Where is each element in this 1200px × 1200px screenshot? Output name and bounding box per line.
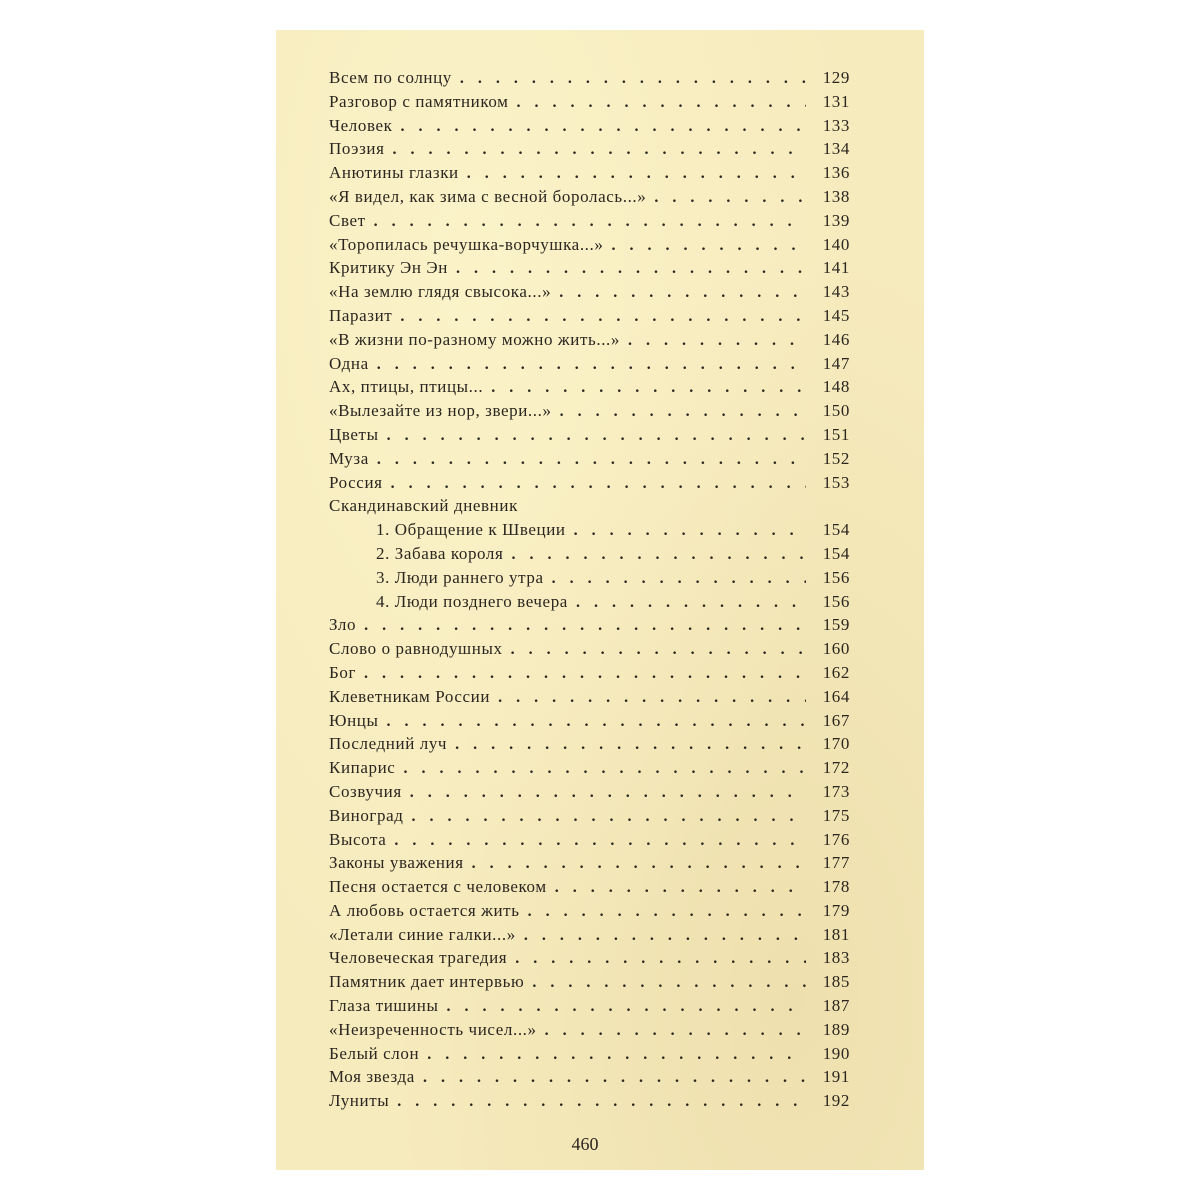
entry-page-number: 154 bbox=[822, 543, 850, 563]
dot-leader bbox=[439, 995, 806, 1019]
toc-entry bbox=[329, 137, 850, 161]
toc-entry bbox=[329, 685, 850, 709]
entry-page-number: 140 bbox=[822, 234, 850, 254]
dot-leader bbox=[389, 1090, 806, 1114]
entry-title: Виноград bbox=[329, 805, 404, 825]
entry-title: Россия bbox=[329, 472, 383, 492]
entry-title: Поэзия bbox=[329, 139, 385, 159]
entry-page-number: 176 bbox=[822, 829, 850, 849]
entry-title: Слово о равнодушных bbox=[329, 639, 503, 659]
dot-leader bbox=[379, 424, 806, 448]
dot-leader bbox=[419, 1043, 806, 1067]
entry-title: Моя звезда bbox=[329, 1067, 415, 1087]
dot-leader bbox=[551, 281, 806, 305]
toc-entry bbox=[329, 114, 850, 138]
dot-leader bbox=[369, 353, 806, 377]
dot-leader bbox=[356, 662, 806, 686]
entry-title: Белый слон bbox=[329, 1043, 420, 1063]
entry-page-number: 143 bbox=[822, 282, 850, 302]
toc-entry bbox=[329, 851, 850, 875]
dot-leader bbox=[507, 947, 806, 971]
entry-page-number: 141 bbox=[822, 258, 850, 278]
toc-entry bbox=[329, 494, 850, 518]
toc-entry bbox=[329, 923, 850, 947]
entry-title: Кипарис bbox=[329, 758, 396, 778]
entry-page-number: 147 bbox=[822, 353, 850, 373]
dot-leader bbox=[404, 805, 806, 829]
toc-entry bbox=[329, 1089, 850, 1113]
entry-title: 2. Забава короля bbox=[376, 543, 504, 563]
entry-title: Созвучия bbox=[329, 781, 402, 801]
entry-page-number: 153 bbox=[822, 472, 850, 492]
dot-leader bbox=[503, 638, 806, 662]
entry-page-number: 175 bbox=[822, 805, 850, 825]
toc-entry bbox=[329, 828, 850, 852]
entry-page-number: 151 bbox=[822, 424, 850, 444]
entry-title: Свет bbox=[329, 210, 366, 230]
entry-title: Цветы bbox=[329, 424, 379, 444]
dot-leader bbox=[402, 781, 806, 805]
toc-entry bbox=[329, 709, 850, 733]
entry-title: 1. Обращение к Швеции bbox=[376, 520, 566, 540]
entry-page-number: 133 bbox=[822, 115, 850, 135]
toc-entry bbox=[329, 352, 850, 376]
entry-title: Всем по солнцу bbox=[329, 68, 452, 87]
toc-entry bbox=[329, 280, 850, 304]
toc-entry bbox=[329, 780, 850, 804]
toc-entry bbox=[329, 471, 850, 495]
toc-entry bbox=[329, 804, 850, 828]
entry-page-number: 179 bbox=[822, 900, 850, 920]
dot-leader bbox=[568, 591, 806, 615]
entry-title: Одна bbox=[329, 353, 369, 373]
entry-page-number: 156 bbox=[822, 567, 850, 587]
dot-leader bbox=[369, 448, 806, 472]
entry-title: Человек bbox=[329, 115, 393, 135]
entry-title: Ах, птицы, птицы... bbox=[329, 377, 484, 397]
dot-leader bbox=[490, 686, 806, 710]
entry-page-number: 162 bbox=[822, 662, 850, 682]
entry-page-number: 160 bbox=[822, 639, 850, 659]
entry-title: «Я видел, как зима с весной боролась...» bbox=[329, 186, 647, 206]
toc-entry bbox=[329, 994, 850, 1018]
toc-entry bbox=[329, 1042, 850, 1066]
dot-leader bbox=[392, 305, 806, 329]
toc-entry bbox=[329, 399, 850, 423]
dot-leader bbox=[544, 567, 806, 591]
bleed-through-text bbox=[620, 45, 910, 59]
entry-page-number: 183 bbox=[822, 948, 850, 968]
dot-leader bbox=[537, 1019, 806, 1043]
entry-page-number: 138 bbox=[822, 186, 850, 206]
dot-leader bbox=[386, 829, 806, 853]
toc-entry bbox=[329, 946, 850, 970]
entry-title: Песня остается с человеком bbox=[329, 877, 547, 897]
toc-entry bbox=[329, 90, 850, 114]
toc-subentry bbox=[329, 590, 850, 614]
toc-subentry bbox=[329, 518, 850, 542]
toc-entry bbox=[329, 304, 850, 328]
dot-leader bbox=[464, 852, 806, 876]
entry-page-number: 173 bbox=[822, 781, 850, 801]
dot-leader bbox=[447, 733, 806, 757]
dot-leader bbox=[503, 543, 806, 567]
entry-page-number: 150 bbox=[822, 401, 850, 421]
toc-entry bbox=[329, 661, 850, 685]
entry-title: «В жизни по-разному можно жить...» bbox=[329, 329, 620, 349]
entry-title: «Неизреченность чисел...» bbox=[329, 1019, 537, 1039]
entry-page-number: 187 bbox=[822, 996, 850, 1016]
entry-page-number: 148 bbox=[822, 377, 850, 397]
entry-title: Разговор с памятником bbox=[329, 91, 509, 111]
entry-page-number: 129 bbox=[822, 68, 850, 87]
entry-title: Последний луч bbox=[329, 734, 448, 754]
entry-title: Зло bbox=[329, 615, 357, 635]
entry-page-number: 134 bbox=[822, 139, 850, 159]
entry-page-number: 185 bbox=[822, 972, 850, 992]
dot-leader bbox=[483, 376, 806, 400]
entry-title: Человеческая трагедия bbox=[329, 948, 508, 968]
entry-title: Клеветникам России bbox=[329, 686, 491, 706]
entry-page-number: 177 bbox=[822, 853, 850, 873]
entry-title: Паразит bbox=[329, 305, 393, 325]
dot-leader bbox=[552, 400, 806, 424]
dot-leader bbox=[415, 1066, 806, 1090]
entry-title: Критику Эн Эн bbox=[329, 258, 448, 278]
toc-entry bbox=[329, 185, 850, 209]
entry-title: Анютины глазки bbox=[329, 163, 459, 183]
entry-title: Глаза тишины bbox=[329, 996, 439, 1016]
toc-entry bbox=[329, 209, 850, 233]
toc-entry bbox=[329, 970, 850, 994]
toc-entry bbox=[329, 1018, 850, 1042]
dot-leader bbox=[448, 257, 806, 281]
entry-title: «Торопилась речушка-ворчушка...» bbox=[329, 234, 604, 254]
entry-title: «На землю глядя свысока...» bbox=[329, 282, 552, 302]
toc-entry bbox=[329, 732, 850, 756]
dot-leader bbox=[620, 329, 806, 353]
toc-entry bbox=[329, 1065, 850, 1089]
entry-page-number: 164 bbox=[822, 686, 850, 706]
toc-entry bbox=[329, 875, 850, 899]
entry-page-number: 181 bbox=[822, 924, 850, 944]
toc-entry bbox=[329, 756, 850, 780]
entry-title: Скандинавский дневник bbox=[329, 496, 518, 516]
toc-entry bbox=[329, 613, 850, 637]
toc-entry bbox=[329, 423, 850, 447]
dot-leader bbox=[379, 710, 807, 734]
toc-entry bbox=[329, 328, 850, 352]
entry-title: 4. Люди позднего вечера bbox=[376, 591, 568, 611]
toc-subentry bbox=[329, 542, 850, 566]
dot-leader bbox=[366, 210, 806, 234]
entry-title: 3. Люди раннего утра bbox=[376, 567, 544, 587]
page-number: 460 bbox=[571, 1134, 599, 1154]
dot-leader bbox=[356, 614, 806, 638]
entry-page-number: 192 bbox=[822, 1091, 850, 1111]
entry-page-number: 191 bbox=[822, 1067, 850, 1087]
toc-entry bbox=[329, 899, 850, 923]
entry-title: Луниты bbox=[329, 1091, 390, 1111]
entry-page-number: 131 bbox=[822, 91, 850, 111]
entry-page-number: 159 bbox=[822, 615, 850, 635]
toc-entry bbox=[329, 447, 850, 471]
entry-page-number: 178 bbox=[822, 877, 850, 897]
dot-leader bbox=[566, 519, 806, 543]
dot-leader bbox=[383, 472, 806, 496]
entry-title: Бог bbox=[329, 662, 357, 682]
entry-page-number: 172 bbox=[822, 758, 850, 778]
entry-title: Муза bbox=[329, 448, 369, 468]
dot-leader bbox=[395, 757, 806, 781]
dot-leader bbox=[516, 924, 806, 948]
dot-leader bbox=[520, 900, 806, 924]
entry-page-number: 136 bbox=[822, 163, 850, 183]
entry-title: Юнцы bbox=[329, 710, 379, 730]
dot-leader bbox=[524, 971, 806, 995]
entry-title: А любовь остается жить bbox=[329, 900, 520, 920]
entry-page-number: 156 bbox=[822, 591, 850, 611]
entry-page-number: 146 bbox=[822, 329, 850, 349]
entry-title: «Вылезайте из нор, звери...» bbox=[329, 401, 552, 421]
toc-entry bbox=[329, 375, 850, 399]
entry-page-number: 152 bbox=[822, 448, 850, 468]
dot-leader bbox=[603, 234, 806, 258]
toc-entry bbox=[329, 637, 850, 661]
dot-leader bbox=[547, 876, 806, 900]
toc-entry bbox=[329, 66, 850, 90]
toc-subentry bbox=[329, 566, 850, 590]
dot-leader bbox=[509, 91, 807, 115]
entry-title: Законы уважения bbox=[329, 853, 464, 873]
dot-leader bbox=[385, 138, 806, 162]
entry-page-number: 139 bbox=[822, 210, 850, 230]
dot-leader bbox=[646, 186, 806, 210]
entry-title: Памятник дает интервью bbox=[329, 972, 525, 992]
toc-entry bbox=[329, 233, 850, 257]
table-of-contents bbox=[329, 66, 850, 1113]
toc-entry bbox=[329, 256, 850, 280]
dot-leader bbox=[452, 67, 806, 91]
entry-title: «Летали синие галки...» bbox=[329, 924, 516, 944]
entry-page-number: 170 bbox=[822, 734, 850, 754]
toc-entry bbox=[329, 161, 850, 185]
entry-page-number: 145 bbox=[822, 305, 850, 325]
dot-leader bbox=[459, 162, 806, 186]
entry-page-number: 167 bbox=[822, 710, 850, 730]
entry-page-number: 189 bbox=[822, 1019, 850, 1039]
entry-page-number: 154 bbox=[822, 520, 850, 540]
dot-leader bbox=[393, 115, 806, 139]
entry-page-number: 190 bbox=[822, 1043, 850, 1063]
entry-title: Высота bbox=[329, 829, 387, 849]
